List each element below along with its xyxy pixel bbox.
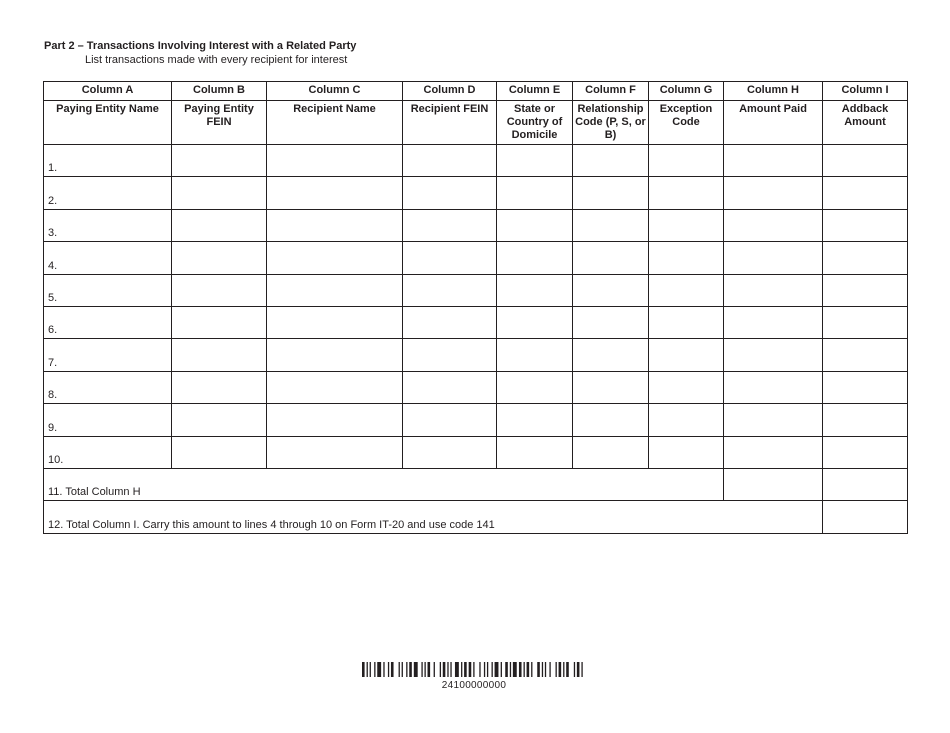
- column-letter-f: Column F: [573, 82, 649, 101]
- barcode-bar: [537, 662, 540, 677]
- column-header-h: Amount Paid: [724, 101, 823, 145]
- barcode-bar: [581, 662, 582, 677]
- table-row: [44, 306, 908, 338]
- barcode-bar: [527, 662, 530, 677]
- row-label[interactable]: 3.: [44, 209, 172, 241]
- entry-cell-i[interactable]: [823, 177, 908, 209]
- barcode-bar: [367, 662, 368, 677]
- entry-cell-e[interactable]: [497, 436, 573, 468]
- column-header-c: Recipient Name: [267, 101, 403, 145]
- entry-cell-d[interactable]: [403, 145, 497, 177]
- table-row: [44, 436, 908, 468]
- entry-cell-f[interactable]: [573, 371, 649, 403]
- total-column-i-label: 12. Total Column I. Carry this amount to lines 4 through 10 on Form IT-20 and use code 141: [44, 501, 823, 533]
- entry-cell-b[interactable]: [172, 306, 267, 338]
- column-header-b: Paying Entity FEIN: [172, 101, 267, 145]
- column-letter-i: Column I: [823, 82, 908, 101]
- entry-cell-e[interactable]: [497, 404, 573, 436]
- entry-cell-g[interactable]: [649, 209, 724, 241]
- table-row: [44, 404, 908, 436]
- entry-cell-h[interactable]: [724, 209, 823, 241]
- entry-cell-b[interactable]: [172, 242, 267, 274]
- barcode-bar: [450, 662, 451, 677]
- entry-cell-h[interactable]: [724, 371, 823, 403]
- entry-cell-b[interactable]: [172, 436, 267, 468]
- entry-cell-f[interactable]: [573, 242, 649, 274]
- barcode-bar: [559, 662, 562, 677]
- row-label[interactable]: 9.: [44, 404, 172, 436]
- table-row: [44, 274, 908, 306]
- entry-cell-d[interactable]: [403, 306, 497, 338]
- entry-cell-f[interactable]: [573, 404, 649, 436]
- barcode-bar: [577, 662, 580, 677]
- entry-cell-c[interactable]: [267, 306, 403, 338]
- entry-cell-f[interactable]: [573, 209, 649, 241]
- entry-cell-i[interactable]: [823, 339, 908, 371]
- barcode-bar: [406, 662, 407, 677]
- column-letter-b: Column B: [172, 82, 267, 101]
- entry-cell-d[interactable]: [403, 274, 497, 306]
- barcode-bar: [409, 662, 412, 677]
- barcode-bar: [424, 662, 425, 677]
- part-title: Part 2 – Transactions Involving Interest with a Related Party: [44, 40, 357, 52]
- barcode-bar: [531, 662, 532, 677]
- table-row: [44, 371, 908, 403]
- entry-cell-h[interactable]: [724, 436, 823, 468]
- barcode-bar: [469, 662, 472, 677]
- entry-cell-g[interactable]: [649, 145, 724, 177]
- entry-cell-i[interactable]: [823, 436, 908, 468]
- total-column-i-input[interactable]: [823, 501, 908, 533]
- entry-cell-c[interactable]: [267, 436, 403, 468]
- entry-cell-h[interactable]: [724, 177, 823, 209]
- barcode-bar: [542, 662, 543, 677]
- entry-cell-i[interactable]: [823, 274, 908, 306]
- part-subtitle: List transactions made with every recipient for interest: [85, 54, 348, 66]
- entry-cell-g[interactable]: [649, 436, 724, 468]
- entry-cell-g[interactable]: [649, 371, 724, 403]
- barcode-bar: [383, 662, 384, 677]
- entry-cell-d[interactable]: [403, 436, 497, 468]
- barcode: [362, 662, 586, 677]
- entry-cell-h[interactable]: [724, 404, 823, 436]
- entry-cell-g[interactable]: [649, 306, 724, 338]
- entry-cell-d[interactable]: [403, 242, 497, 274]
- barcode-number: 24100000000: [441, 680, 507, 691]
- entry-cell-i[interactable]: [823, 209, 908, 241]
- total-column-h-input[interactable]: [724, 468, 823, 500]
- barcode-bar: [428, 662, 431, 677]
- barcode-bar: [455, 662, 459, 677]
- barcode-bar: [545, 662, 546, 677]
- column-header-e: State or Country of Domicile: [497, 101, 573, 145]
- entry-cell-g[interactable]: [649, 339, 724, 371]
- entry-cell-c[interactable]: [267, 274, 403, 306]
- barcode-bar: [443, 662, 446, 677]
- table-row: [44, 145, 908, 177]
- entry-cell-f[interactable]: [573, 177, 649, 209]
- entry-cell-h[interactable]: [724, 274, 823, 306]
- column-letter-c: Column C: [267, 82, 403, 101]
- total-column-h-label: 11. Total Column H: [44, 468, 724, 500]
- barcode-bar: [461, 662, 462, 677]
- entry-cell-i[interactable]: [823, 306, 908, 338]
- barcode-bar: [574, 662, 575, 677]
- entry-cell-i[interactable]: [823, 404, 908, 436]
- barcode-bar: [388, 662, 389, 677]
- entry-cell-e[interactable]: [497, 274, 573, 306]
- barcode-bar: [399, 662, 400, 677]
- entry-cell-e[interactable]: [497, 209, 573, 241]
- entry-cell-g[interactable]: [649, 242, 724, 274]
- entry-cell-e[interactable]: [497, 242, 573, 274]
- barcode-bar: [370, 662, 371, 677]
- entry-cell-i[interactable]: [823, 242, 908, 274]
- column-header-i: Addback Amount: [823, 101, 908, 145]
- barcode-bar: [484, 662, 485, 677]
- entry-cell-f[interactable]: [573, 436, 649, 468]
- entry-cell-e[interactable]: [497, 145, 573, 177]
- row-label[interactable]: 2.: [44, 177, 172, 209]
- row-label[interactable]: 7.: [44, 339, 172, 371]
- entry-cell-d[interactable]: [403, 209, 497, 241]
- column-letter-e: Column E: [497, 82, 573, 101]
- barcode-bar: [487, 662, 488, 677]
- barcode-bar: [549, 662, 550, 677]
- barcode-bar: [391, 662, 394, 677]
- entry-cell-d[interactable]: [403, 371, 497, 403]
- barcode-bar: [479, 662, 480, 677]
- transactions-table: [43, 81, 908, 534]
- entry-cell-h[interactable]: [724, 145, 823, 177]
- entry-cell-f[interactable]: [573, 274, 649, 306]
- barcode-bar: [447, 662, 448, 677]
- barcode-bar: [495, 662, 499, 677]
- table-row: [44, 177, 908, 209]
- total-column-h-spacer: [823, 468, 908, 500]
- row-label[interactable]: 8.: [44, 371, 172, 403]
- entry-cell-b[interactable]: [172, 339, 267, 371]
- entry-cell-c[interactable]: [267, 177, 403, 209]
- entry-cell-f[interactable]: [573, 145, 649, 177]
- row-label[interactable]: 10.: [44, 436, 172, 468]
- barcode-bar: [377, 662, 381, 677]
- entry-cell-b[interactable]: [172, 274, 267, 306]
- total-column-i-row: [44, 501, 908, 533]
- table-row: [44, 339, 908, 371]
- barcode-bar: [402, 662, 403, 677]
- barcode-bar: [510, 662, 511, 677]
- entry-cell-c[interactable]: [267, 371, 403, 403]
- entry-cell-f[interactable]: [573, 306, 649, 338]
- barcode-bar: [421, 662, 422, 677]
- entry-cell-i[interactable]: [823, 371, 908, 403]
- row-label[interactable]: 5.: [44, 274, 172, 306]
- entry-cell-b[interactable]: [172, 404, 267, 436]
- entry-cell-e[interactable]: [497, 371, 573, 403]
- entry-cell-g[interactable]: [649, 177, 724, 209]
- barcode-bar: [524, 662, 525, 677]
- barcode-bar: [473, 662, 474, 677]
- entry-cell-d[interactable]: [403, 404, 497, 436]
- column-header-d: Recipient FEIN: [403, 101, 497, 145]
- entry-cell-c[interactable]: [267, 242, 403, 274]
- barcode-bar: [501, 662, 502, 677]
- entry-cell-b[interactable]: [172, 177, 267, 209]
- entry-cell-g[interactable]: [649, 404, 724, 436]
- entry-cell-b[interactable]: [172, 209, 267, 241]
- row-label[interactable]: 4.: [44, 242, 172, 274]
- entry-cell-c[interactable]: [267, 145, 403, 177]
- barcode-bar: [563, 662, 564, 677]
- barcode-bar: [414, 662, 418, 677]
- entry-cell-e[interactable]: [497, 339, 573, 371]
- barcode-bar: [566, 662, 569, 677]
- entry-cell-h[interactable]: [724, 306, 823, 338]
- entry-cell-d[interactable]: [403, 177, 497, 209]
- entry-cell-c[interactable]: [267, 339, 403, 371]
- entry-cell-c[interactable]: [267, 404, 403, 436]
- entry-cell-b[interactable]: [172, 145, 267, 177]
- entry-cell-i[interactable]: [823, 145, 908, 177]
- barcode-bar: [464, 662, 467, 677]
- entry-cell-h[interactable]: [724, 242, 823, 274]
- barcode-bar: [519, 662, 522, 677]
- barcode-bar: [434, 662, 435, 677]
- column-header-a: Paying Entity Name: [44, 101, 172, 145]
- barcode-bar: [492, 662, 493, 677]
- entry-cell-b[interactable]: [172, 371, 267, 403]
- barcode-bar: [440, 662, 441, 677]
- column-header-g: Exception Code: [649, 101, 724, 145]
- entry-cell-c[interactable]: [267, 209, 403, 241]
- column-header-f: Relationship Code (P, S, or B): [573, 101, 649, 145]
- table-row: [44, 209, 908, 241]
- entry-cell-e[interactable]: [497, 306, 573, 338]
- column-letter-a: Column A: [44, 82, 172, 101]
- barcode-bar: [556, 662, 557, 677]
- row-label[interactable]: 6.: [44, 306, 172, 338]
- barcode-bar: [362, 662, 365, 677]
- entry-cell-d[interactable]: [403, 339, 497, 371]
- entry-cell-g[interactable]: [649, 274, 724, 306]
- barcode-bar: [374, 662, 375, 677]
- column-letter-d: Column D: [403, 82, 497, 101]
- entry-cell-f[interactable]: [573, 339, 649, 371]
- column-letter-h: Column H: [724, 82, 823, 101]
- entry-cell-e[interactable]: [497, 177, 573, 209]
- barcode-bar: [513, 662, 517, 677]
- table-row: [44, 242, 908, 274]
- column-letter-g: Column G: [649, 82, 724, 101]
- row-label[interactable]: 1.: [44, 145, 172, 177]
- total-column-h-row: [44, 468, 908, 500]
- entry-cell-h[interactable]: [724, 339, 823, 371]
- barcode-bar: [505, 662, 508, 677]
